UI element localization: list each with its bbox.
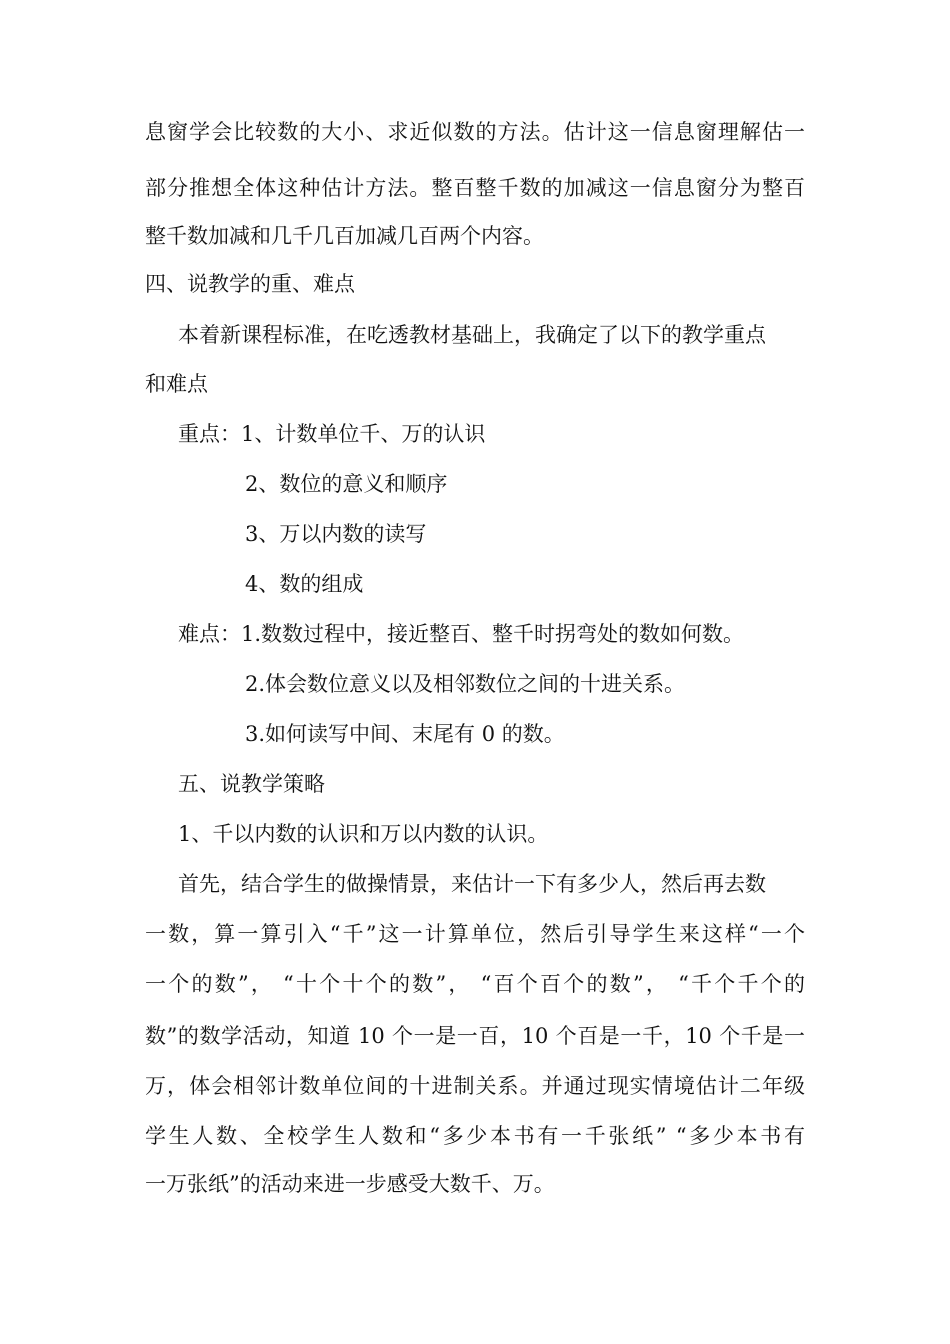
text-line-3: 整千数加减和几千几百加减几百两个内容。 [145, 224, 544, 248]
text-line-1: 息窗学会比较数的大小、求近似数的方法。估计这一信息窗理解估一 [145, 120, 805, 144]
text-line-18: 一个的数”， “十个十个的数”， “百个百个的数”， “千个千个的 [145, 972, 805, 996]
text-line-21: 学生人数、全校学生人数和“多少本书有一千张纸” “多少本书有 [145, 1124, 805, 1148]
difficult-points-3: 3.如何读写中间、末尾有 0 的数。 [245, 722, 565, 746]
key-points-1: 重点：1、计数单位千、万的认识 [178, 422, 486, 446]
text-line-16: 首先，结合学生的做操情景，来估计一下有多少人，然后再去数 [178, 872, 766, 896]
difficult-points-1: 难点：1.数数过程中，接近整百、整千时拐弯处的数如何数。 [178, 622, 745, 646]
key-points-3: 3、万以内数的读写 [245, 522, 427, 546]
section-heading-4: 四、说教学的重、难点 [145, 272, 355, 296]
text-line-5: 本着新课程标准，在吃透教材基础上，我确定了以下的教学重点 [178, 323, 766, 347]
key-points-2: 2、数位的意义和顺序 [245, 472, 448, 496]
difficult-points-2: 2.体会数位意义以及相邻数位之间的十进关系。 [245, 672, 686, 696]
subheading-1: 1、千以内数的认识和万以内数的认识。 [178, 822, 549, 846]
text-line-17: 一数，算一算引入“千”这一计算单位，然后引导学生来这样“一个 [145, 922, 805, 946]
text-line-19: 数”的数学活动，知道 10 个一是一百，10 个百是一千，10 个千是一 [145, 1024, 805, 1048]
section-heading-5: 五、说教学策略 [178, 772, 325, 796]
text-line-22: 一万张纸”的活动来进一步感受大数千、万。 [145, 1172, 555, 1196]
text-line-6: 和难点 [145, 372, 208, 396]
text-line-2: 部分推想全体这种估计方法。整百整千数的加减这一信息窗分为整百 [145, 176, 805, 200]
key-points-4: 4、数的组成 [245, 572, 364, 596]
text-line-20: 万，体会相邻计数单位间的十进制关系。并通过现实情境估计二年级 [145, 1074, 805, 1098]
